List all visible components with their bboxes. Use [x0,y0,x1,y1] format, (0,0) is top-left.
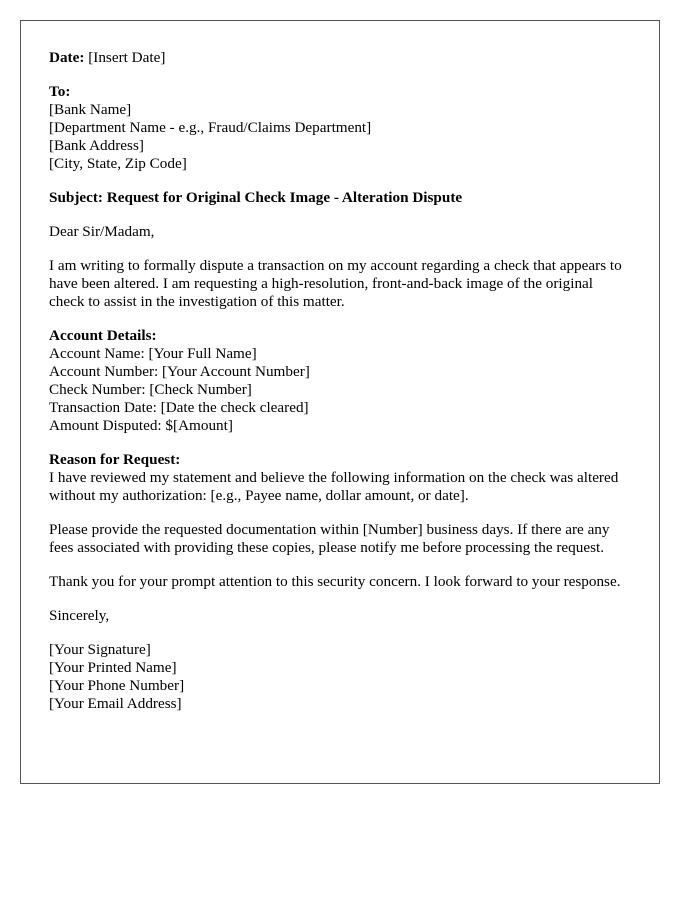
sign-off-block [49,607,631,625]
date-label: Date: [49,49,85,66]
sign-off: Sincerely, [49,607,110,624]
account-name-line: Account Name: [Your Full Name] [49,345,257,362]
recipient-label: To: [49,83,71,100]
intro-paragraph-block [49,257,631,311]
recipient-line-bank-name: [Bank Name] [49,101,132,118]
phone-number-line: [Your Phone Number] [49,677,185,694]
intro-paragraph: I am writing to formally dispute a transaction on my account regarding a check that appears to have been altered. I am requesting a high-resolution, front-and-back image of the original check to assist in the investigation of this matter. [49,257,622,310]
closing-paragraph: Thank you for your prompt attention to this security concern. I look forward to your response. [49,573,621,590]
letter-document [20,20,660,784]
date-line [49,49,631,67]
reason-block [49,451,631,505]
request-paragraph: Please provide the requested documentation within [Number] business days. If there are any fees associated with providing these copies, please notify me before processing the request. [49,521,610,556]
closing-paragraph-block [49,573,631,591]
email-address-line: [Your Email Address] [49,695,182,712]
printed-name-line: [Your Printed Name] [49,659,177,676]
recipient-line-address: [Bank Address] [49,137,144,154]
reason-heading: Reason for Request: [49,451,181,468]
recipient-block [49,83,631,173]
amount-disputed-line: Amount Disputed: $[Amount] [49,417,233,434]
request-paragraph-block [49,521,631,557]
account-details-block [49,327,631,435]
subject-block [49,189,631,207]
salutation: Dear Sir/Madam, [49,223,155,240]
account-number-line: Account Number: [Your Account Number] [49,363,310,380]
date-value: [Insert Date] [88,49,166,66]
signature-block [49,641,631,713]
signature-line: [Your Signature] [49,641,151,658]
subject-line: Subject: Request for Original Check Image - Alteration Dispute [49,189,463,206]
recipient-line-city-state-zip: [City, State, Zip Code] [49,155,187,172]
recipient-line-department: [Department Name - e.g., Fraud/Claims Department] [49,119,372,136]
account-details-heading: Account Details: [49,327,157,344]
check-number-line: Check Number: [Check Number] [49,381,252,398]
salutation-block [49,223,631,241]
transaction-date-line: Transaction Date: [Date the check cleared] [49,399,309,416]
reason-text: I have reviewed my statement and believe the following information on the check was altered without my authorization: [e.g., Payee name, dollar amount, or date]. [49,469,619,504]
